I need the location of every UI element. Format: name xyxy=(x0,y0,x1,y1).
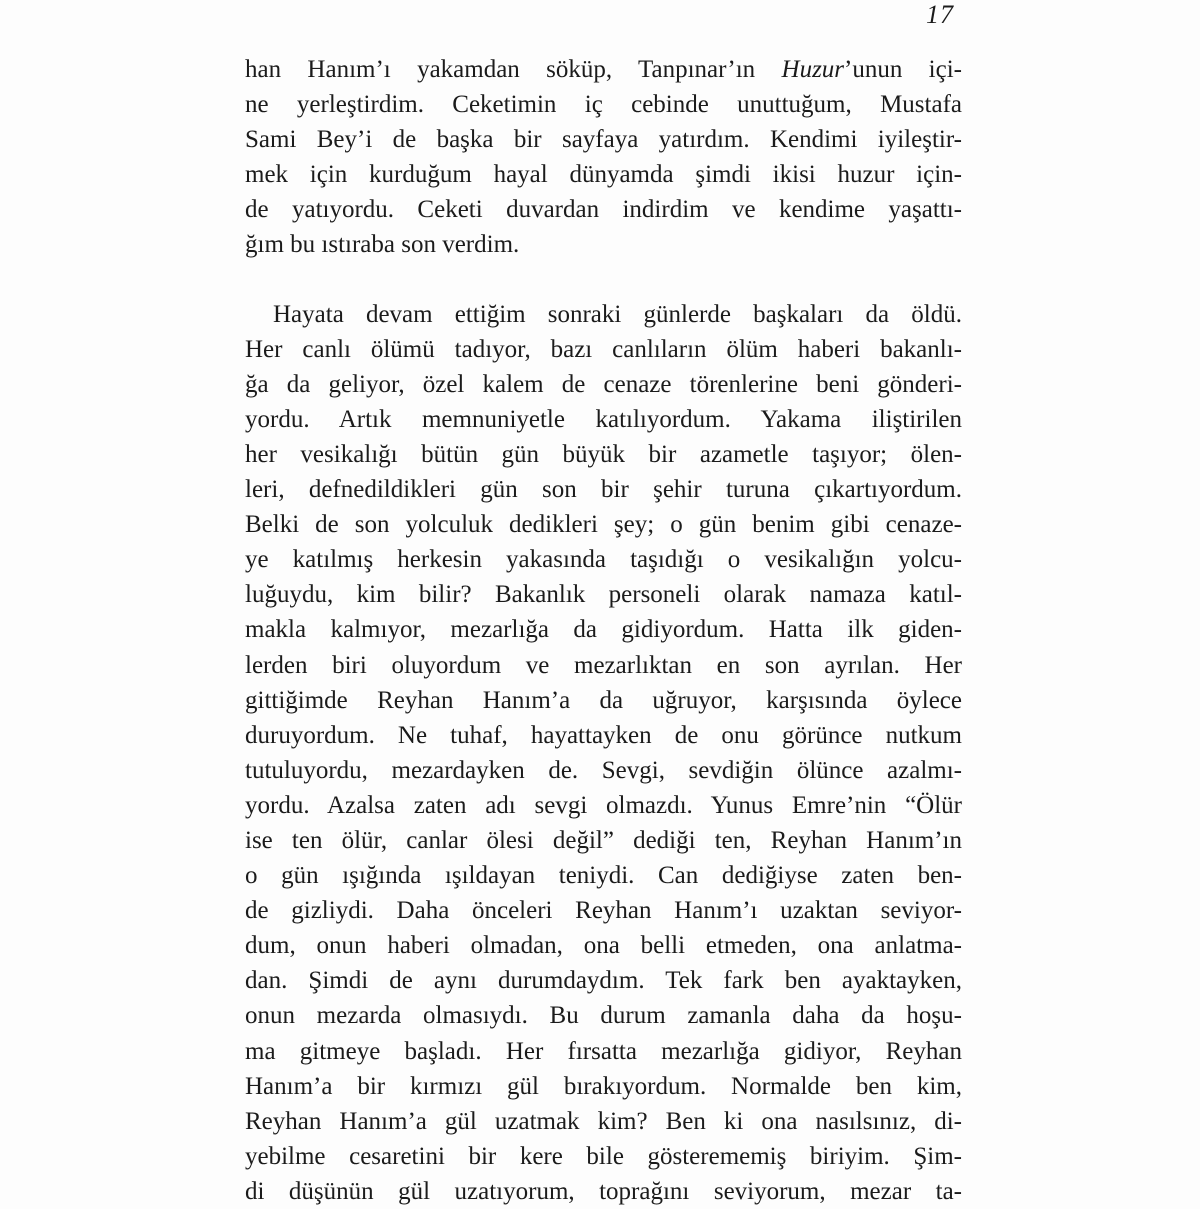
text-line xyxy=(245,507,962,542)
text-line xyxy=(245,683,962,718)
text-line xyxy=(245,823,962,858)
text-segment: dum, onun haberi olmadan, ona belli etmeden, ona anlatma- xyxy=(245,932,962,960)
text-segment: han Hanım’ı yakamdan söküp, Tanpınar’ın xyxy=(245,56,782,83)
text-line xyxy=(245,577,962,612)
text-block xyxy=(245,52,962,1209)
text-segment: yebilme cesaretini bir kere bile gösterememiş biriyim. Şim- xyxy=(245,1142,962,1170)
text-segment: lerden biri oluyordum ve mezarlıktan en son ayrılan. Her xyxy=(245,651,962,679)
text-segment: ’unun içi- xyxy=(844,56,963,83)
text-segment: yordu. Azalsa zaten adı sevgi olmazdı. Yunus Emre’nin “Ölür xyxy=(245,791,962,819)
text-line xyxy=(245,332,962,367)
text-line xyxy=(245,1104,962,1139)
text-line xyxy=(245,192,962,227)
text-segment: mek için kurduğum hayal dünyamda şimdi ikisi huzur için- xyxy=(245,161,962,189)
text-segment: Reyhan Hanım’a gül uzatmak kim? Ben ki ona nasılsınız, di- xyxy=(245,1107,962,1135)
text-line xyxy=(245,1034,962,1069)
text-segment: ye katılmış herkesin yakasında taşıdığı o vesikalığın yolcu- xyxy=(245,546,962,574)
text-line xyxy=(245,402,962,437)
text-line xyxy=(245,963,962,998)
text-line xyxy=(245,87,962,122)
text-segment: de yatıyordu. Ceketi duvardan indirdim ve kendime yaşattı- xyxy=(245,196,962,224)
text-segment: ne yerleştirdim. Ceketimin iç cebinde unuttuğum, Mustafa xyxy=(245,91,962,119)
text-segment: Her canlı ölümü tadıyor, bazı canlıların ölüm haberi bakanlı- xyxy=(245,335,962,363)
text-segment: Hanım’a bir kırmızı gül bırakıyordum. Normalde ben kim, xyxy=(245,1072,962,1100)
text-segment: luğuydu, kim bilir? Bakanlık personeli olarak namaza katıl- xyxy=(245,581,962,609)
text-line xyxy=(245,367,962,402)
text-line xyxy=(245,788,962,823)
text-segment: leri, defnedildikleri gün son bir şehir turuna çıkartıyordum. xyxy=(245,476,962,504)
text-line xyxy=(245,1174,962,1209)
text-line xyxy=(245,648,962,683)
text-line xyxy=(245,1069,962,1104)
text-segment: dan. Şimdi de aynı durumdaydım. Tek fark ben ayaktayken, xyxy=(245,967,962,995)
text-line xyxy=(245,718,962,753)
text-segment: tutuluyordu, mezardayken de. Sevgi, sevdiğin ölünce azalmı- xyxy=(245,756,962,784)
paragraph xyxy=(245,297,962,1209)
text-segment: ma gitmeye başladı. Her fırsatta mezarlığa gidiyor, Reyhan xyxy=(245,1037,962,1065)
text-line xyxy=(245,52,962,87)
text-line xyxy=(245,753,962,788)
text-line xyxy=(245,893,962,928)
text-line xyxy=(245,472,962,507)
text-segment: her vesikalığı bütün gün büyük bir azametle taşıyor; ölen- xyxy=(245,440,962,468)
page-number: 17 xyxy=(926,0,954,29)
text-line xyxy=(245,858,962,893)
text-line xyxy=(245,928,962,963)
paragraph xyxy=(245,52,962,263)
text-segment: Sami Bey’i de başka bir sayfaya yatırdım. Kendimi iyileştir- xyxy=(245,126,962,154)
text-segment: Hayata devam ettiğim sonraki günlerde başkaları da öldü. xyxy=(273,300,962,328)
text-segment: o gün ışığında ışıldayan teniydi. Can dediğiyse zaten ben- xyxy=(245,862,962,890)
text-line xyxy=(245,157,962,192)
text-line xyxy=(245,998,962,1033)
text-segment: Belki de son yolculuk dedikleri şey; o gün benim gibi cenaze- xyxy=(245,511,962,539)
text-line xyxy=(245,542,962,577)
text-segment: onun mezarda olmasıydı. Bu durum zamanla daha da hoşu- xyxy=(245,1002,962,1030)
text-segment: ğa da geliyor, özel kalem de cenaze törenlerine beni gönderi- xyxy=(245,370,962,398)
text-line xyxy=(245,612,962,647)
text-line xyxy=(245,122,962,157)
text-segment: de gizliydi. Daha önceleri Reyhan Hanım’ı uzaktan seviyor- xyxy=(245,897,962,925)
text-segment: duruyordum. Ne tuhaf, hayattayken de onu görünce nutkum xyxy=(245,721,962,749)
text-segment: gittiğimde Reyhan Hanım’a da uğruyor, karşısında öylece xyxy=(245,686,962,714)
text-line xyxy=(245,297,962,332)
text-segment: ğım bu ıstıraba son verdim. xyxy=(245,231,520,259)
text-segment: makla kalmıyor, mezarlığa da gidiyordum. Hatta ilk giden- xyxy=(245,616,962,644)
text-line xyxy=(245,227,962,262)
italic-book-title: Huzur xyxy=(781,56,845,83)
text-segment: di düşünün gül uzatıyorum, toprağını seviyorum, mezar ta- xyxy=(245,1177,962,1205)
text-segment: yordu. Artık memnuniyetle katılıyordum. Yakama iliştirilen xyxy=(245,405,962,433)
text-segment: ise ten ölür, canlar ölesi değil” dediği ten, Reyhan Hanım’ın xyxy=(245,826,962,854)
text-line xyxy=(245,1139,962,1174)
text-line xyxy=(245,437,962,472)
